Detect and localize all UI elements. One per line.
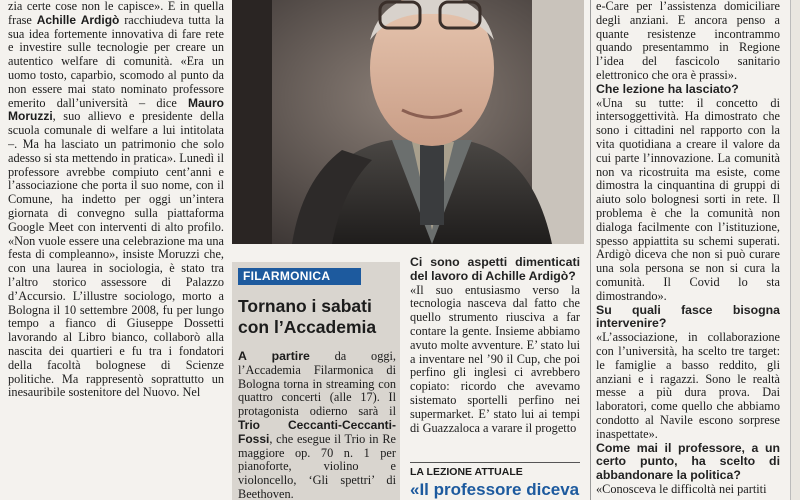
divider [410, 462, 580, 463]
interview-question: Che lezione ha lasciato? [596, 81, 739, 96]
sidebar-lead: A partire [238, 349, 310, 363]
sidebar-trio-name: Trio Ceccanti-Ceccanti-Fossi [238, 417, 396, 446]
article-column-middle [410, 256, 580, 500]
sidebar-box [232, 262, 400, 500]
portrait-image [232, 0, 584, 244]
section-tag-bottom: LA LEZIONE ATTUALE [410, 466, 523, 478]
page-edge [790, 0, 800, 500]
interview-question: Su quali fasce bisogna intervenire? [596, 302, 780, 331]
interview-answer: «Il suo entusiasmo verso la tecnologia nasceva dal fatto che quello strumento riusciva a far contare la gente. Insieme abbiamo avuto molte avventure. E’ stato lui a inventare nel ’90 il Cup, che poi perfino gli inglesi ci avrebbero copiato: ricordo che avevamo sistemato sportelli perfino nei supermarket. E’ stato lui ai tempi di Guazzaloca a varare il progetto [410, 282, 580, 435]
interview-answer: e-Care per l’assistenza domiciliare degli anziani. E ancora penso a quante resistenze incontrammo quando presentammo in Regione l’idea del fascicolo sanitario elettronico che ora è prassi». [596, 0, 780, 82]
column-divider [590, 0, 591, 500]
article-photo [232, 0, 584, 244]
interview-answer: «L’associazione, in collaborazione con l’università, ha scelto tre target: le famiglie a basso reddito, gli anziani e i ragazzi. Sono le realtà messe a più dura prova. Dai laboratori, come quello che abbiamo condotto al Navile escono sorprese inaspettate». [596, 330, 780, 441]
sidebar-headline: Tornano i sabati con l’Accademia [238, 296, 377, 337]
section-tag: FILARMONICA [238, 268, 361, 285]
article-column-left [8, 0, 224, 500]
article-column-right [596, 0, 780, 500]
sidebar-body-end: , che esegue il Trio in Re maggiore op. 70 n. 1 per pianoforte, violino e violoncello, ‘Gli spettri’ di Beethoven. [238, 431, 396, 500]
interview-question: Come mai il professore, a un certo punto, ha scelto di abbandonare la politica? [596, 440, 780, 483]
sidebar-text [238, 350, 396, 500]
sidebar-body: da oggi, l’Accademia Filarmonica di Bologna torna in streaming con quattro concerti (alle 17). Il protagonista odierno sarà il [238, 349, 396, 419]
bottom-headline: «Il professore diceva [410, 480, 580, 499]
person-name: Achille Ardigò [36, 12, 120, 27]
interview-answer: «Una su tutte: il concetto di intersoggettività. Ha dimostrato che sono i cittadini nel rapporto con la vita quotidiana a creare il valore da cui parte l’innovazione. La comunità non va ricostruita ma esiste, come dimostra la cinquantina di gruppi di aiuto solo bolognesi sorti in rete. Il problema è che la comunità non dialoga facilmente con l’istituzione, spesso appiattita su schemi superati. Ardigò diceva che non si può curare una sola persona se non si cura la comunità. Il Covid lo sta dimostrando». [596, 95, 780, 303]
interview-question: Ci sono aspetti dimenticati del lavoro di Achille Ardigò? [410, 256, 580, 283]
person-name: Mauro Moruzzi [8, 95, 224, 124]
interview-answer: «Conosceva le difficoltà nei partiti [596, 481, 767, 496]
article-text: zia certe cose non le capisce». E in quella frase Achille Ardigò racchiudeva tutta la sua idea fortemente innovativa di fare rete e investire sulle tecnologie per creare un autentico welfare di comunità. «Era un uomo tosto, caparbio, scomodo al punto da non essere mai stato nominato professore emerito dall’università – dice Mauro Moruzzi, suo allievo e presidente della scuola comunale di welfare a lui intitolata –. Ma ha lasciato un patrimonio che solo adesso si sta mettendo in pratica». Lunedì il professore avrebbe compiuto cent’anni e l’associazione che porta il suo nome, con il Comune, ha indetto per oggi un’intera giornata di convegno sulla piattaforma Google Meet con interventi di alto profilo. «Non vuole essere una celebrazione ma una festa di compleanno», insiste Moruzzi che, con una laurea in sociologia, è stato tra l’altro storico assessore di Palazzo d’Accursio. L’illustre sociologo, morto a Bologna il 10 settembre 2008, fu per lungo tempo a fianco di Giuseppe Dossetti lavorando al Libro bianco, collaborò alla nascita dei quartieri e fu tra i fondatori della facoltà bolognese di Scienze politiche. Ma rappresentò soprattutto un inesauribile sostenitore del Nuovo. Nel [8, 0, 224, 400]
